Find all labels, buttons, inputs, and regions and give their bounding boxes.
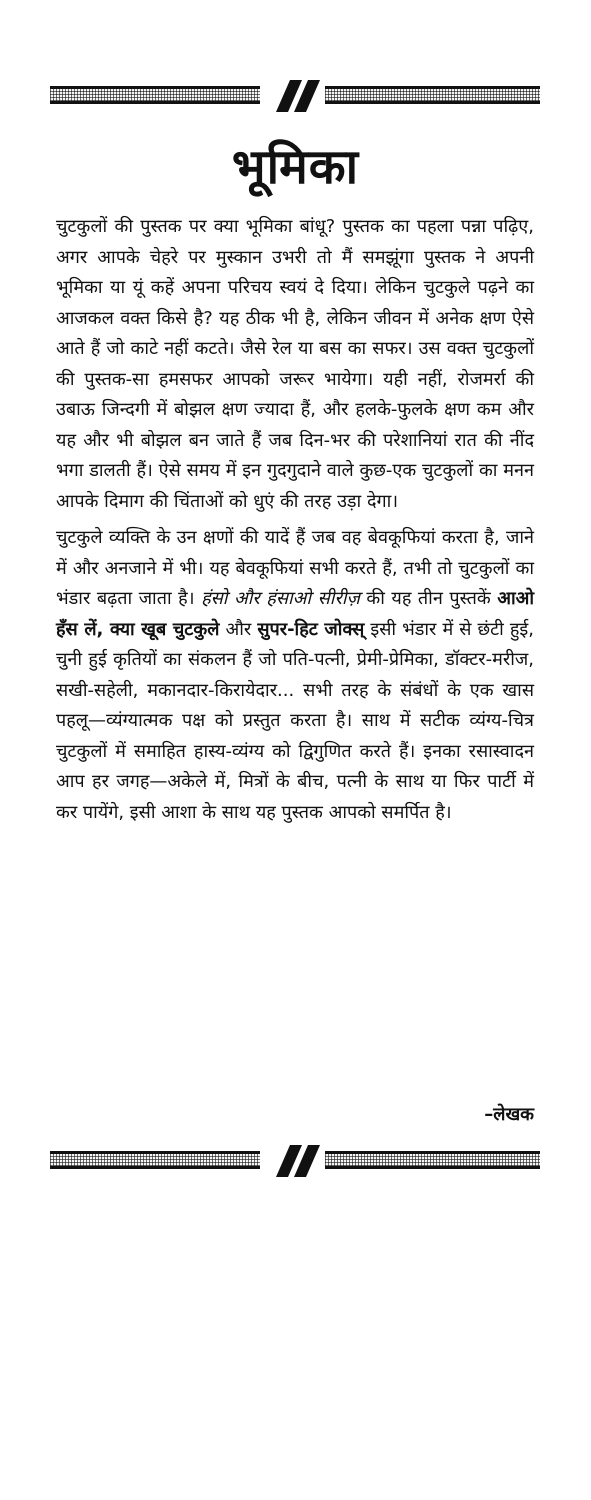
divider-band-left [50,1151,260,1169]
paragraph-2-text-a: चुटकुले व्यक्ति के उन क्षणों की यादें हैं जब वह बेवकूफियां करता है, जाने में और अनजाने में भी। यह बेवकूफियां सभी करते हैं, तभी तो चुटकुलों का भंडार बढ़ता जाता है। [56,527,534,609]
divider-band-right [325,86,540,104]
author-signature: –लेखक [484,1104,534,1125]
paragraph-1-text: चुटकुलों की पुस्तक पर क्या भूमिका बांधू? पुस्तक का पहला पन्ना पढ़िए, अगर आपके चेहरे पर मुस्कान उभरी तो मैं समझूंगा पुस्तक ने अपनी भूमिका या यूं कहें अपना परिचय स्वयं दे दिया। लेकिन चुटकुले पढ़ने का आजकल वक्त किसे है? यह ठीक भी है, लेकिन जीवन में अनेक क्षण ऐसे आते हैं जो काटे नहीं कटते। जैसे रेल या बस का सफर। उस वक्त चुटकुलों की पुस्तक-सा हमसफर आपको जरूर भायेगा। यही नहीं, रोजमर्रा की उबाऊ जिन्दगी में बोझल क्षण ज्यादा हैं, और हलके-फुलके क्षण कम और यह और भी बोझल बन जाते हैं जब दिन-भर की परेशानियां रात की नींद भगा डालती हैं। ऐसे समय में इन गुदगुदाने वाले कुछ-एक चुटकुलों का मनन आपके दिमाग की चिंताओं को धुएं की तरह उड़ा देगा। [56,216,534,512]
paragraph-2-text-c: और [219,618,258,640]
bottom-ornament-divider [50,1145,540,1177]
book-titles-bold-2: सुपर-हिट जोक्स् [257,618,365,640]
paragraph-2 [56,523,534,828]
divider-band-right [325,1151,540,1169]
paragraph-2-text-b: की यह तीन पुस्तकें [359,588,498,609]
page-title: भूमिका [231,139,360,195]
top-ornament-divider [50,80,540,112]
paragraph-1 [56,212,534,517]
book-titles-bold-1: आओ हँस लें, क्या खूब चुटकुले [56,588,534,640]
paragraph-2-text-d: इसी भंडार में से छंटी हुई, चुनी हुई कृतियों का संकलन हैं जो पति-पत्नी, प्रेमी-प्रेमिका, डॉक्टर-मरीज, सखी-सहेली, मकानदार-किरायेदार... सभी तरह के संबंधों के एक खास पहलू—व्यंग्यात्मक पक्ष को प्रस्तुत करता है। साथ में सटीक व्यंग्य-चित्र चुटकुलों में समाहित हास्य-व्यंग्य को द्विगुणित करते हैं। इनका रसास्वादन आप हर जगह—अकेले में, मित्रों के बीच, पत्नी के साथ या फिर पार्टी में कर पायेंगे, इसी आशा के साथ यह पुस्तक आपको समर्पित है। [56,618,534,823]
double-slash-icon [262,1145,324,1177]
series-name-italic: हंसो और हंसाओ सीरीज़ [201,588,360,609]
double-slash-icon [262,80,324,112]
divider-band-left [50,86,260,104]
body-text [56,212,534,834]
